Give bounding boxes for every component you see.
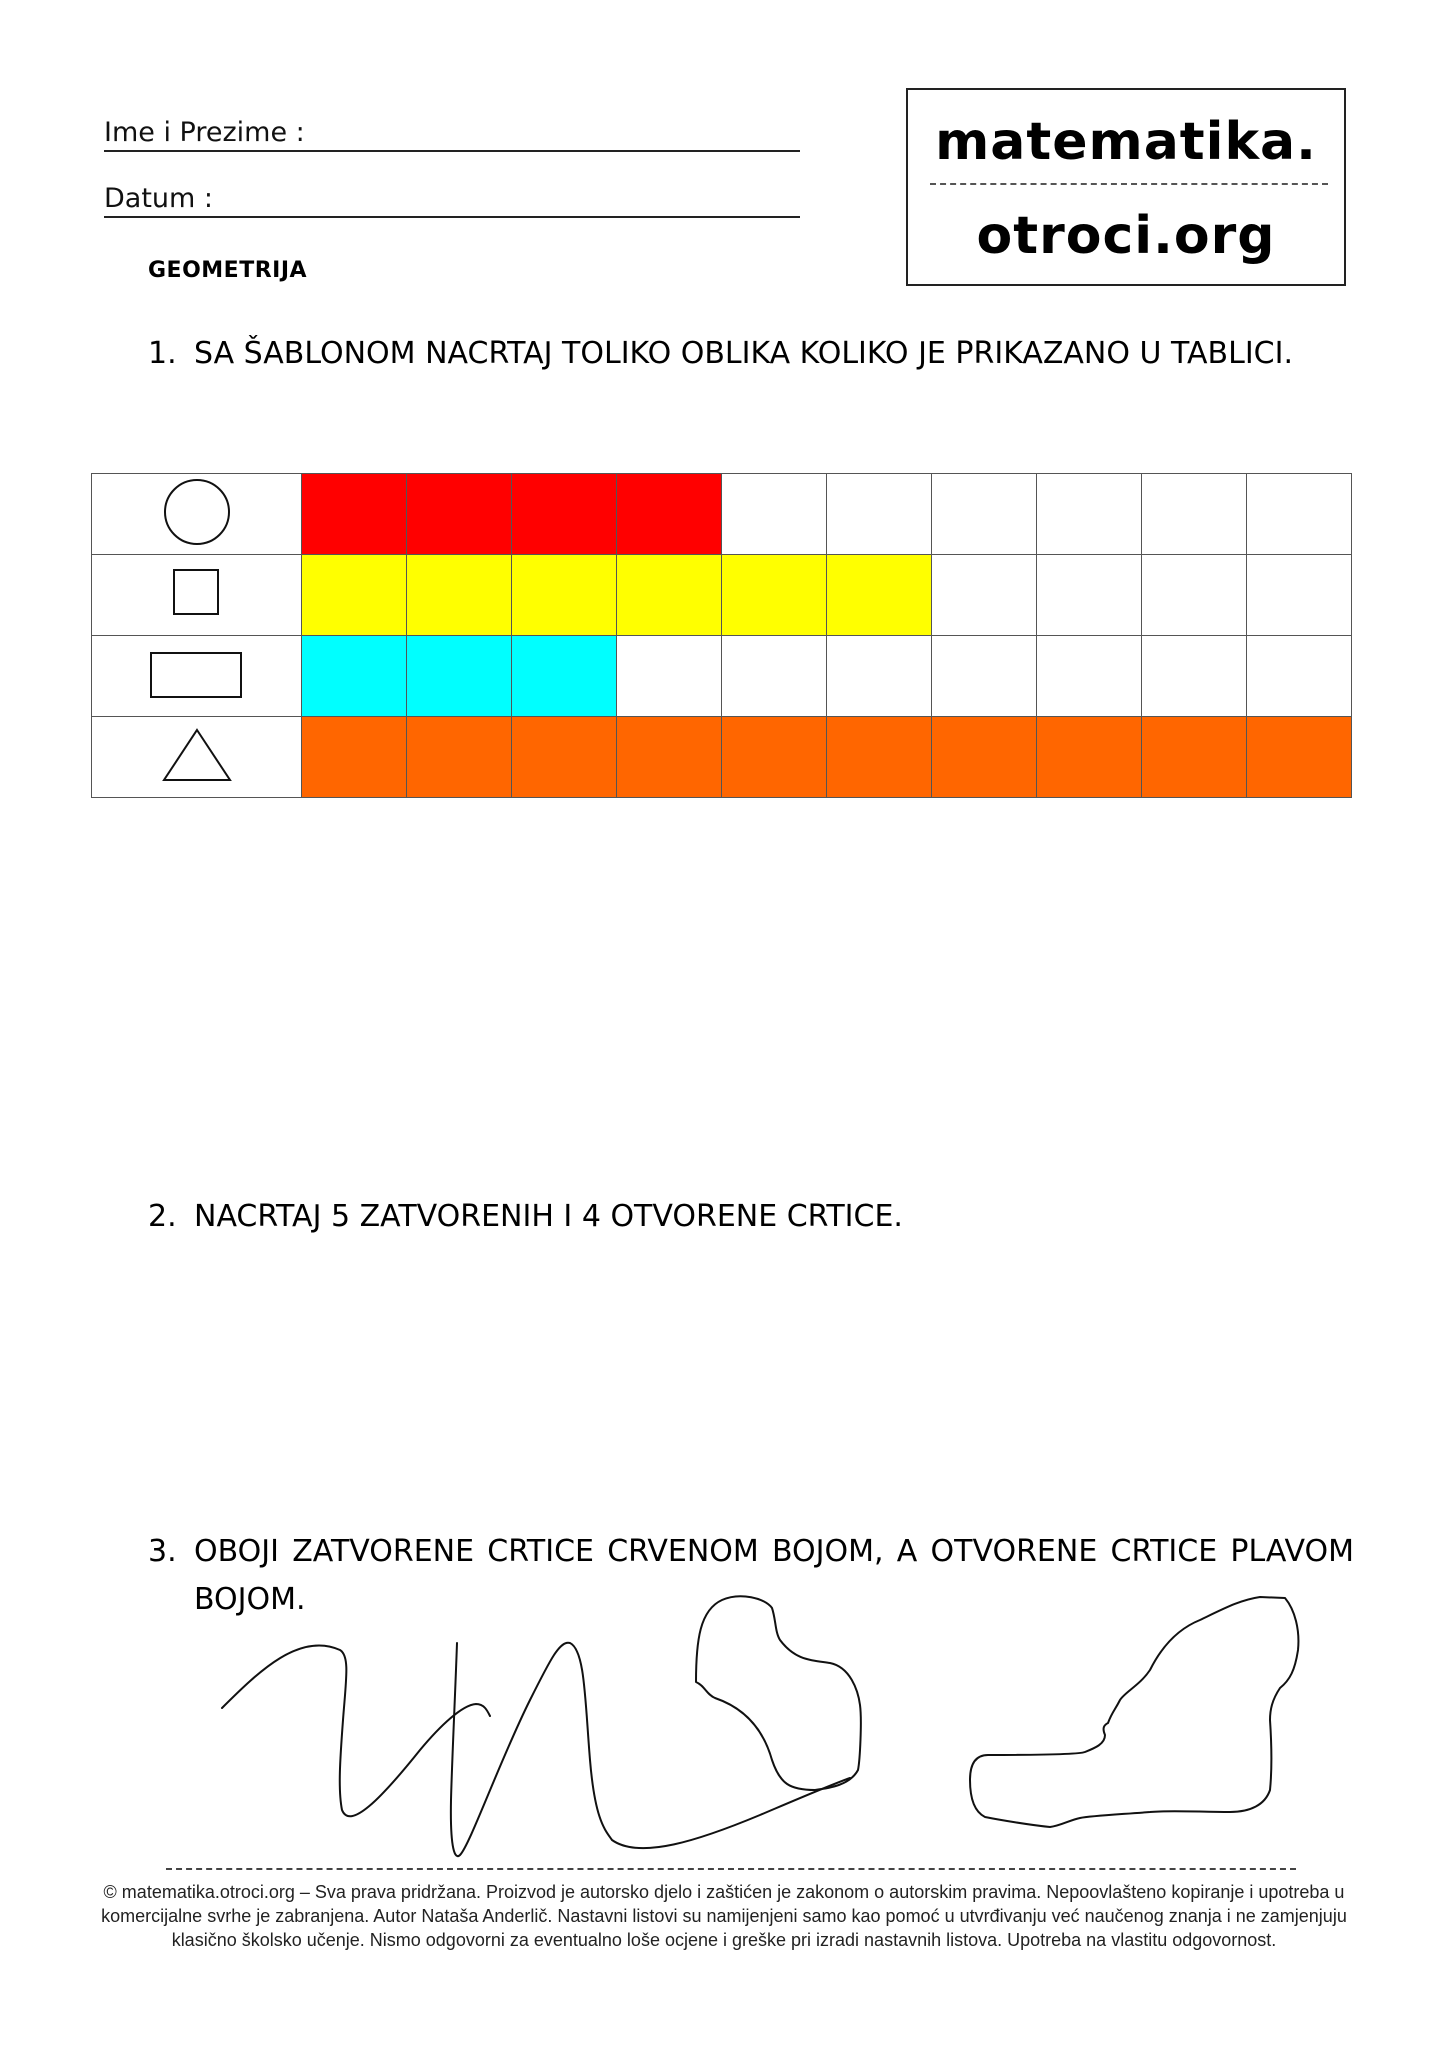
footer-divider bbox=[166, 1868, 1296, 1870]
open-curve-zigzag[interactable] bbox=[222, 1645, 490, 1816]
date-field-label: Datum : bbox=[104, 183, 214, 214]
section-label: GEOMETRIJA bbox=[148, 258, 308, 283]
closed-curve-boot[interactable] bbox=[970, 1597, 1298, 1827]
logo-line1: matematika. bbox=[935, 112, 1317, 172]
task-3-number: 3. bbox=[148, 1534, 177, 1569]
logo-line2: otroci.org bbox=[976, 206, 1276, 266]
closed-curve-blob[interactable] bbox=[696, 1596, 861, 1790]
task-2-number: 2. bbox=[148, 1199, 177, 1234]
task-1-text: SA ŠABLONOM NACRTAJ TOLIKO OBLIKA KOLIKO JE PRIKAZANO U TABLICI. bbox=[194, 336, 1294, 371]
task-2-text: NACRTAJ 5 ZATVORENIH I 4 OTVORENE CRTICE. bbox=[194, 1199, 903, 1234]
task-1-number: 1. bbox=[148, 336, 177, 371]
task-3-text: OBOJI ZATVORENE CRTICE CRVENOM BOJOM, A OTVORENE CRTICE PLAVOM BOJOM. bbox=[194, 1534, 1354, 1617]
name-field-label: Ime i Prezime : bbox=[104, 117, 305, 148]
copyright-footer: © matematika.otroci.org – Sva prava pridržana. Proizvod je autorsko djelo i zaštićen je zakonom o autorskim pravima. Nepoovlašteno kopiranje i upotreba u komercijalne svrhe je zabranjena. Autor Nataša Anderlič. Nastavni listovi su namijenjeni samo kao pomoć u utvrđivanju već naučenog znanja i ne zamjenjuju klasično školsko učenje. Nismo odgovorni za eventualno loše ocjene i greške pri izradi nastavnih listova. Upotreba na vlastitu odgovornost. bbox=[101, 1882, 1347, 1950]
open-curve-n-shape[interactable] bbox=[451, 1643, 850, 1856]
